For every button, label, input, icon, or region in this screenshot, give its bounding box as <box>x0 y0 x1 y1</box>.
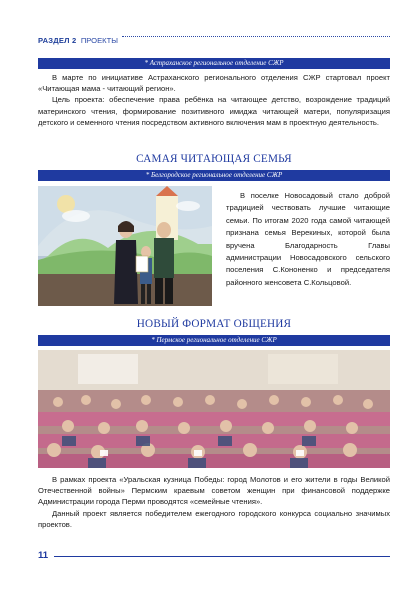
astrakhan-paragraph-1: В марте по инициативе Астраханского регионального отделения СЖР стартовал проект «Читающая мама - читающий регион». <box>38 73 390 94</box>
page-number: 11 <box>38 550 49 561</box>
audience-photo <box>38 350 390 468</box>
perm-region-bar: * Пермское региональное отделение СЖР <box>38 335 390 346</box>
format-paragraph-2: Данный проект является победителем ежегодного городского конкурса социально значимых проектов. <box>38 508 390 529</box>
family-text <box>226 190 390 289</box>
astrakhan-text <box>38 72 390 128</box>
astrakhan-paragraph-2: Цель проекта: обеспечение права ребёнка на читающее детство, возрождение традиций материнского чтения, формирование позитивного имиджа читающей матери, популяризация детского и семенного чтения посредством активного включения мам в проектную деятельность. <box>38 95 390 127</box>
format-heading: НОВЫЙ ФОРМАТ ОБЩЕНИЯ <box>136 318 292 330</box>
page-header <box>38 30 390 44</box>
family-heading: САМАЯ ЧИТАЮЩАЯ СЕМЬЯ <box>136 153 292 165</box>
footer-rule <box>54 556 390 557</box>
belgorod-region-bar: * Белгородское региональное отделение СЖР <box>38 170 390 181</box>
family-photo <box>38 186 212 306</box>
subsection-label: ПРОЕКТЫ <box>80 36 118 45</box>
family-paragraph: В поселке Новосадовый стало доброй традицией чествовать лучшие читающие семьи. По итогам 2020 года самой читающей признана семья Верекиных, которой была вручена Благодарность Главы администрации Новосадовского сельского поселения С.Кононенко и председателя районного женсовета С.Кольцовой. <box>226 191 390 287</box>
section-label: РАЗДЕЛ 2 <box>38 36 77 45</box>
astrakhan-region-bar: * Астраханское региональное отделение СЖР <box>38 58 390 69</box>
format-paragraph-1: В рамках проекта «Уральская кузница Победы: город Молотов и его жители в годы Великой Отечественной войны» Пермским краевым советом женщин при финансовой поддержке Администрации города Перми проводятся «семейные чтения». <box>38 475 390 507</box>
header-rule <box>122 36 390 37</box>
page-footer <box>38 552 390 562</box>
format-text <box>38 474 390 530</box>
